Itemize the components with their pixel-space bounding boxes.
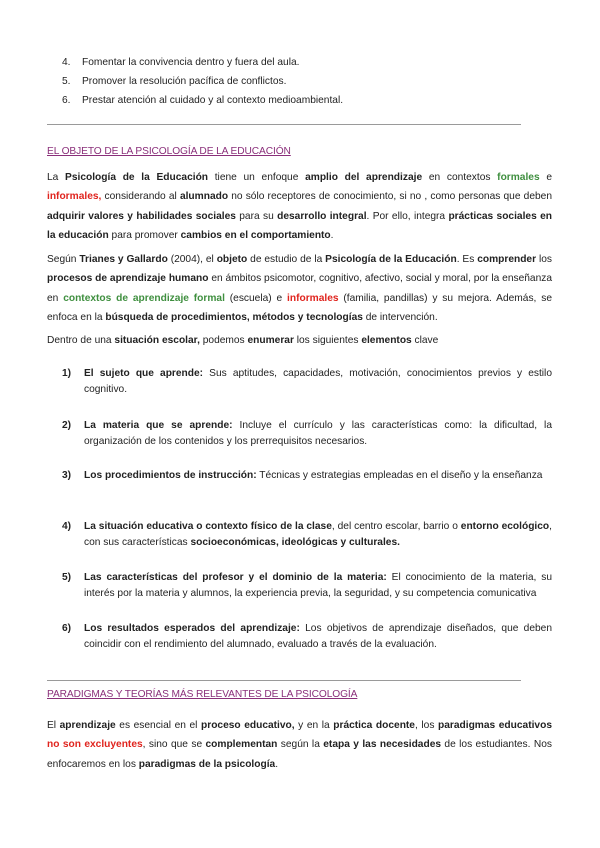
list-item: 6) Los resultados esperados del aprendizaje: Los objetivos de aprendizaje diseñados, que deben coincidir con el rendimiento del alumnado, evaluado a través de la evaluación.	[62, 623, 553, 651]
numbered-list	[62, 53, 343, 110]
list-item: 6. Prestar atención al cuidado y al contexto medioambiental.	[62, 95, 344, 106]
list-item: 5) Las características del profesor y el dominio de la materia: El conocimiento de la materia, su interés por la materia y alumnos, la experiencia previa, la seguridad, y su competencia comunicativa	[62, 572, 553, 600]
paragraph: Según Trianes y Gallardo (2004), el objeto de estudio de la Psicología de la Educación. Es comprender los procesos de aprendizaje humano en ámbitos psicomotor, cognitivo, afectivo, social y moral, por la enseñanza en contextos de aprendizaje formal (escuela) e informales (familia, pandillas) y su mejora. Además, se enfoca en la búsqueda de procedimientos, métodos y tecnologías de intervención.	[47, 254, 552, 323]
section-heading: EL OBJETO DE LA PSICOLOGÍA DE LA EDUCACIÓN	[47, 146, 291, 157]
list-item: 5. Promover la resolución pacífica de conflictos.	[62, 76, 287, 87]
paragraph: Dentro de una situación escolar, podemos enumerar los siguientes elementos clave	[47, 335, 439, 346]
list-item: 4. Fomentar la convivencia dentro y fuera del aula.	[62, 57, 300, 68]
paragraph: La Psicología de la Educación tiene un enfoque amplio del aprendizaje en contextos formales e informales, considerando al alumnado no sólo receptores de conocimiento, si no , como personas que deben adquirir valores y habilidades sociales para su desarrollo integral. Por ello, integra prácticas sociales en la educación para promover cambios en el comportamiento.	[47, 172, 553, 241]
list-item: 2) La materia que se aprende: Incluye el currículo y las características como: la dificultad, la organización de los contenidos y los prerrequisitos necesarios.	[62, 420, 552, 448]
section-heading: PARADIGMAS Y TEORÍAS MÁS RELEVANTES DE LA PSICOLOGÍA	[47, 689, 358, 700]
paragraph: El aprendizaje es esencial en el proceso educativo, y en la práctica docente, los paradigmas educativos no son excluyentes, sino que se complementan según la etapa y las necesidades de los estudiantes. Nos enfocaremos en los paradigmas de la psicología.	[47, 720, 552, 770]
divider	[47, 680, 521, 681]
list-item: 4) La situación educativa o contexto físico de la clase, del centro escolar, barrio o entorno ecológico, con sus características socioeconómicas, ideológicas y culturales.	[62, 521, 552, 549]
list-item: 3) Los procedimientos de instrucción: Técnicas y estrategias empleadas en el diseño y la enseñanza	[62, 470, 543, 481]
list-item: 1) El sujeto que aprende: Sus aptitudes, capacidades, motivación, conocimientos previos y estilo cognitivo.	[62, 368, 552, 396]
divider	[47, 124, 521, 125]
